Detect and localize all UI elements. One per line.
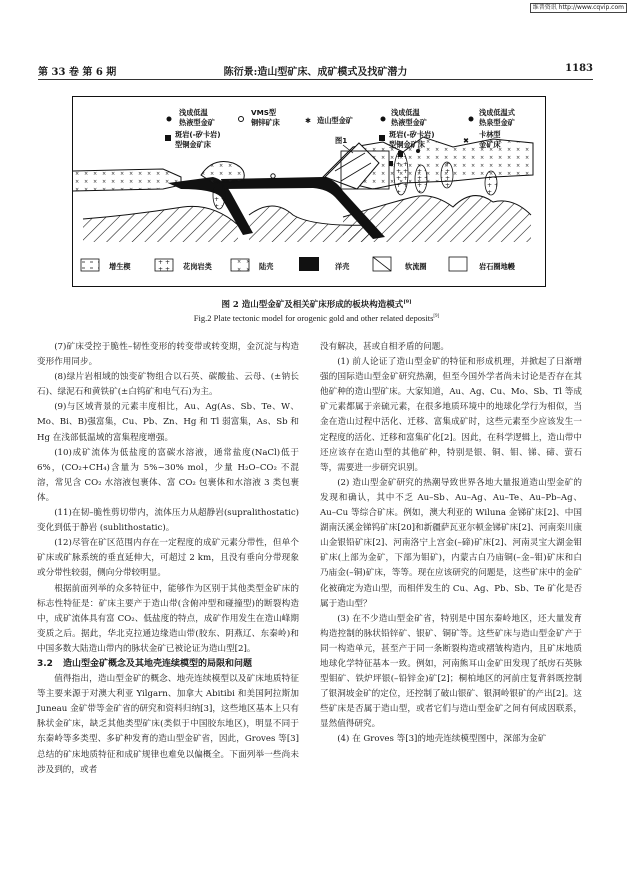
journal-issue: 第 33 卷 第 6 期 <box>38 67 117 78</box>
granitoid-swatch <box>155 259 173 271</box>
svg-text:热泉型金矿: 热泉型金矿 <box>479 118 515 127</box>
paragraph: (1) 前人论证了造山型金矿的特征和形成机理，并掀起了日渐增强的国际造山型金矿研究热潮，但至今国外学者尚未讨论是否存在其他矿种的造山型矿床。大家知道，Au、Ag、Cu、Mo、Sb、Tl 等成矿元素都属于亲硫元素，在很多地质环境中的地球化学行为相似，当金在造山过程中活化、迁移、富集成矿时，这些元素至少应该发生一定程度的活化、迁移和富集矿化[2]。因此，在科学逻辑上，造山带中还应该存在造山型的其他矿种，特别是银、铜、钼、锑、碲、萤石等，需要进一步研究识别。 <box>320 357 582 473</box>
star-icon: ✱ <box>305 116 312 125</box>
svg-text:斑岩(-矽卡岩): 斑岩(-矽卡岩) <box>175 130 221 139</box>
paragraph: (10)成矿流体为低盐度的富碳水溶液，通常盐度(NaCl)低于 6%，(CO₂+CH₄)含量为 5%~30% mol，少量 H₂O–CO₂ 不混溶，常见含 CO₂ 水溶液包裹体、富 CO₂ 包裹体和水溶液 3 类包裹体。 <box>37 447 299 503</box>
granitoid-center-1 <box>394 151 408 195</box>
svg-text:金矿床: 金矿床 <box>479 140 501 149</box>
figure-caption-en: Fig.2 Plate tectonic model for orogenic gold and other related deposits[9] <box>193 313 440 323</box>
inset-label: 图1 <box>335 136 348 145</box>
paragraph: (8)绿片岩相域的蚀变矿物组合以石英、碳酸盐、云母、(±钠长石)、绿泥石和黄铁矿(±白钨矿和电气石)为主。 <box>37 372 299 398</box>
filled-dot-icon <box>167 117 172 122</box>
svg-text:花岗岩类: 花岗岩类 <box>183 262 212 271</box>
right-column <box>320 340 582 748</box>
paragraph: 没有解决，甚或自相矛盾的问题。 <box>320 342 449 352</box>
left-column <box>37 340 299 778</box>
source-stamp[interactable]: 维普资讯 http://www.cqvip.com <box>530 3 627 13</box>
svg-text:卡林型: 卡林型 <box>479 130 501 139</box>
continental-crust-swatch <box>231 259 249 271</box>
svg-text:洋壳: 洋壳 <box>335 262 350 271</box>
filled-dot-icon <box>469 117 474 122</box>
filled-square-icon <box>165 135 171 141</box>
figure-caption-zh: 图 2 造山型金矿及相关矿床形成的板块构造模式[9] <box>221 299 412 310</box>
granitoid-center-2 <box>415 165 427 193</box>
porphyry-deposit-marker <box>398 151 403 157</box>
svg-text:浅成低温: 浅成低温 <box>391 108 420 117</box>
island-arc-left <box>201 162 244 184</box>
filled-dot-icon <box>381 117 386 122</box>
open-circle-icon <box>239 117 244 122</box>
paragraph: 值得指出，造山型金矿的概念、地壳连续模型以及矿床地质特征等主要来源于对澳大利亚 Yilgarn、加拿大 Abitibi 和美国阿拉斯加 Juneau 金矿带等金矿省的研究和资料归纳[3]，这些地区基本上只有脉状金矿床，缺乏其他类型矿床(类似于中国胶东地区)，明显不同于东秦岭等多类型、多矿种发育的造山型金矿省，因此，Groves 等[3]总结的矿床地质特征和成矿规律也难免以偏概全。下面列举一些尚未涉及到的，或者 <box>37 674 299 775</box>
granitoid-left <box>213 181 225 209</box>
svg-text:斑岩(-矽卡岩): 斑岩(-矽卡岩) <box>389 130 435 139</box>
rock-legend <box>81 257 516 271</box>
svg-text:造山型金矿: 造山型金矿 <box>317 116 353 125</box>
granitoid-right-2 <box>485 171 497 195</box>
paragraph: (9)与区域背景的元素丰度相比，Au、Ag(As、Sb、Te、W、Mo、Bi、B)强富集，Cu、Pb、Zn、Hg 和 Tl 弱富集，As、Sb 和 Hg 在浅部低温域的富集程度增强。 <box>37 402 299 443</box>
svg-text:软流圈: 软流圈 <box>405 262 427 271</box>
svg-text:陆壳: 陆壳 <box>259 262 274 271</box>
plate-tectonic-figure <box>72 96 546 287</box>
svg-text:增生楔: 增生楔 <box>109 262 131 271</box>
paragraph: (4) 在 Groves 等[3]的地壳连续模型图中，深部为金矿 <box>337 734 547 745</box>
paragraph: (7)矿床受控于脆性–韧性变形的转变带或转变期，金沉淀与构造变形作用同步。 <box>37 342 299 368</box>
paragraph: (3) 在不少造山型金矿省，特别是中国东秦岭地区，还大量发育构造控制的脉状铅锌矿、银矿、铜矿等。这些矿床与造山型金矿产于同一构造单元，甚至产于同一条断裂构造或褶皱构造内，且矿床地质地球化学特征基本一致。例如，河南熊耳山金矿田发现了纸房石英脉型钼矿、铁炉坪银(–铅锌金)矿[2]；桐柏地区的河前庄复背斜既控制了银洞坡金矿的定位，还控制了破山银矿、银洞岭银矿的产出[2]。这些矿床是否属于造山型，或者它们与造山型金矿之间有何成因联系，显然值得研究。 <box>320 613 582 730</box>
citation-ref[interactable]: [9] <box>433 314 440 320</box>
lithospheric-mantle-swatch <box>449 257 467 271</box>
svg-text:浅成低温式: 浅成低温式 <box>479 108 515 117</box>
paragraph: (11)在韧–脆性剪切带内，流体压力从超静岩(supralithostatic)变化到低于静岩 (sublithostatic)。 <box>37 508 299 534</box>
svg-text:浅成低温: 浅成低温 <box>179 108 208 117</box>
svg-text:岩石圈地幔: 岩石圈地幔 <box>479 262 515 271</box>
cross-icon: ✖ <box>463 136 470 145</box>
page-number: 1183 <box>565 63 593 74</box>
citation-ref[interactable]: [9] <box>403 299 412 306</box>
svg-text:铜锌矿床: 铜锌矿床 <box>251 118 280 127</box>
svg-text:型铜金矿床: 型铜金矿床 <box>389 140 425 149</box>
asthenosphere-left <box>83 206 238 242</box>
oceanic-crust-swatch <box>299 257 319 271</box>
running-header <box>38 63 593 80</box>
svg-text:热液型金矿: 热液型金矿 <box>391 118 427 127</box>
section-number: 3.2 <box>37 658 53 669</box>
granitoid-right-1 <box>441 162 453 188</box>
paragraph: 根据前面列举的众多特征中，能够作为区别于其他类型金矿床的标志性特征是：矿床主要产于造山带(含俯冲型和碰撞型)的断裂构造中，成矿流体具有富 CO₂、低盐度的特点，成矿作用发生在造山峰期变质之后。据此，华北克拉通边缘造山带(胶东、阴燕辽、东秦岭)和中国多数大陆造山带内的脉状金矿已被论证为造山型[2]。 <box>37 583 299 654</box>
svg-text:热液型金矿: 热液型金矿 <box>179 118 215 127</box>
tectonic-diagram <box>73 97 547 288</box>
vms-site-marker <box>271 174 275 178</box>
accretionary-wedge-shape <box>73 169 181 191</box>
filled-square-icon <box>379 135 385 141</box>
paragraph: (12)尽管在矿区范围内存在一定程度的成矿元素分带性，但单个矿床或矿脉系统的垂直延伸大，可超过 2 km，且没有垂向分带现象或分带性较弱，侧向分带较明显。 <box>37 538 299 579</box>
paragraph: (2) 造山型金矿研究的热潮导致世界各地大量报道造山型金矿的发现和确认，其中不乏 Au–Sb、Au–Ag、Au–Te、Au–Pb–Ag、Au–Cu 等综合矿床。例如，澳大利亚的 Wiluna 金锑矿床[2]、中国湖南沃溪金锑钨矿床[20]和新疆萨瓦亚尔顿金锑矿床[2]、河南栾川康山金银铅矿床[2]、河南洛宁上宫金(–碲)矿床[2]、河南灵宝大湖金钼矿床(上部为金矿，下部为钼矿)，内蒙古白乃庙铜(–金–钼)矿床和白乃庙金(–铜)矿床，等等。现在应该研究的问题是，这些矿床中的金矿化被确定为造山型，而相伴发生的 Cu、Ag、Pb、Sb、Te 矿化是否属于造山型？ <box>320 477 582 609</box>
article-title: 陈衍景:造山型矿床、成矿模式及找矿潜力 <box>223 67 408 78</box>
svg-text:型铜金矿床: 型铜金矿床 <box>175 140 211 149</box>
epithermal-marker <box>416 149 420 153</box>
accretionary-wedge-swatch <box>81 259 99 271</box>
section-heading <box>37 657 299 672</box>
svg-text:VMS型: VMS型 <box>251 108 277 117</box>
section-title: 造山型金矿概念及其地壳连续模型的局限和问题 <box>63 658 253 669</box>
